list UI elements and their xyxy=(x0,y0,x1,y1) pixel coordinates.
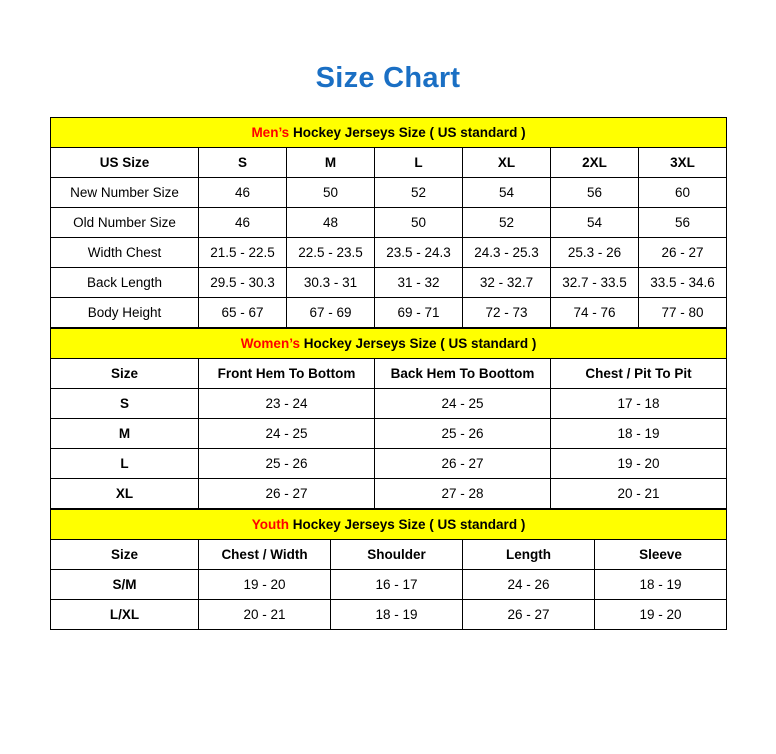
womens-row-1-label: M xyxy=(51,419,199,449)
youth-row-1-cell-0: 20 - 21 xyxy=(199,600,331,630)
mens-row-3-cell-4: 32.7 - 33.5 xyxy=(551,268,639,298)
youth-col-0: Size xyxy=(51,540,199,570)
youth-row-0-cell-3: 18 - 19 xyxy=(595,570,727,600)
youth-row-0-cell-0: 19 - 20 xyxy=(199,570,331,600)
womens-header-accent: Women’s xyxy=(240,336,300,351)
womens-row-0-label: S xyxy=(51,389,199,419)
womens-section-header xyxy=(51,329,727,359)
youth-header-accent: Youth xyxy=(251,517,289,532)
womens-col-0: Size xyxy=(51,359,199,389)
youth-section-header xyxy=(51,510,727,540)
mens-col-0: US Size xyxy=(51,148,199,178)
youth-row-0-cell-2: 24 - 26 xyxy=(463,570,595,600)
womens-row-3-cell-2: 20 - 21 xyxy=(551,479,727,509)
mens-col-4: XL xyxy=(463,148,551,178)
mens-row-2-label: Width Chest xyxy=(51,238,199,268)
mens-row-1-cell-3: 52 xyxy=(463,208,551,238)
table-section-header-row xyxy=(51,118,727,148)
table-row xyxy=(51,268,727,298)
mens-row-1-cell-5: 56 xyxy=(639,208,727,238)
mens-row-2-cell-5: 26 - 27 xyxy=(639,238,727,268)
table-row xyxy=(51,178,727,208)
mens-size-table xyxy=(50,117,727,328)
womens-row-2-cell-1: 26 - 27 xyxy=(375,449,551,479)
table-row xyxy=(51,238,727,268)
table-row xyxy=(51,208,727,238)
mens-row-0-cell-5: 60 xyxy=(639,178,727,208)
mens-row-2-cell-0: 21.5 - 22.5 xyxy=(199,238,287,268)
youth-col-4: Sleeve xyxy=(595,540,727,570)
youth-row-1-label: L/XL xyxy=(51,600,199,630)
table-row xyxy=(51,449,727,479)
youth-col-1: Chest / Width xyxy=(199,540,331,570)
youth-row-0-label: S/M xyxy=(51,570,199,600)
mens-row-2-cell-2: 23.5 - 24.3 xyxy=(375,238,463,268)
womens-col-3: Chest / Pit To Pit xyxy=(551,359,727,389)
youth-size-table xyxy=(50,509,727,630)
womens-row-2-cell-0: 25 - 26 xyxy=(199,449,375,479)
mens-row-3-cell-0: 29.5 - 30.3 xyxy=(199,268,287,298)
mens-row-3-cell-3: 32 - 32.7 xyxy=(463,268,551,298)
mens-row-4-cell-4: 74 - 76 xyxy=(551,298,639,328)
mens-row-1-cell-1: 48 xyxy=(287,208,375,238)
womens-row-0-cell-0: 23 - 24 xyxy=(199,389,375,419)
mens-row-4-label: Body Height xyxy=(51,298,199,328)
mens-header-accent: Men’s xyxy=(251,125,290,140)
womens-row-3-label: XL xyxy=(51,479,199,509)
youth-header-rest: Hockey Jerseys Size ( US standard ) xyxy=(288,517,526,532)
youth-row-1-cell-1: 18 - 19 xyxy=(331,600,463,630)
table-row xyxy=(51,298,727,328)
womens-row-1-cell-1: 25 - 26 xyxy=(375,419,551,449)
size-chart-page xyxy=(0,62,776,754)
womens-col-2: Back Hem To Boottom xyxy=(375,359,551,389)
mens-row-4-cell-1: 67 - 69 xyxy=(287,298,375,328)
womens-size-table xyxy=(50,328,727,509)
youth-col-3: Length xyxy=(463,540,595,570)
table-row xyxy=(51,389,727,419)
size-chart-tables xyxy=(50,117,726,630)
mens-row-0-cell-0: 46 xyxy=(199,178,287,208)
youth-row-1-cell-2: 26 - 27 xyxy=(463,600,595,630)
mens-row-4-cell-0: 65 - 67 xyxy=(199,298,287,328)
mens-row-0-cell-3: 54 xyxy=(463,178,551,208)
mens-row-0-label: New Number Size xyxy=(51,178,199,208)
mens-row-1-cell-4: 54 xyxy=(551,208,639,238)
mens-row-4-cell-3: 72 - 73 xyxy=(463,298,551,328)
page-title: Size Chart xyxy=(315,62,461,94)
mens-row-1-cell-0: 46 xyxy=(199,208,287,238)
womens-row-3-cell-0: 26 - 27 xyxy=(199,479,375,509)
womens-row-2-label: L xyxy=(51,449,199,479)
womens-row-3-cell-1: 27 - 28 xyxy=(375,479,551,509)
womens-row-0-cell-2: 17 - 18 xyxy=(551,389,727,419)
mens-section-header xyxy=(51,118,727,148)
youth-row-0-cell-1: 16 - 17 xyxy=(331,570,463,600)
table-row xyxy=(51,419,727,449)
mens-row-3-label: Back Length xyxy=(51,268,199,298)
mens-row-3-cell-2: 31 - 32 xyxy=(375,268,463,298)
mens-row-3-cell-1: 30.3 - 31 xyxy=(287,268,375,298)
womens-row-1-cell-0: 24 - 25 xyxy=(199,419,375,449)
table-row xyxy=(51,359,727,389)
mens-row-0-cell-1: 50 xyxy=(287,178,375,208)
mens-row-4-cell-5: 77 - 80 xyxy=(639,298,727,328)
mens-col-2: M xyxy=(287,148,375,178)
mens-row-0-cell-4: 56 xyxy=(551,178,639,208)
mens-row-3-cell-5: 33.5 - 34.6 xyxy=(639,268,727,298)
table-row xyxy=(51,479,727,509)
womens-col-1: Front Hem To Bottom xyxy=(199,359,375,389)
womens-row-0-cell-1: 24 - 25 xyxy=(375,389,551,419)
mens-row-2-cell-4: 25.3 - 26 xyxy=(551,238,639,268)
mens-col-6: 3XL xyxy=(639,148,727,178)
womens-header-rest: Hockey Jerseys Size ( US standard ) xyxy=(299,336,537,351)
mens-row-2-cell-3: 24.3 - 25.3 xyxy=(463,238,551,268)
table-row xyxy=(51,540,727,570)
youth-col-2: Shoulder xyxy=(331,540,463,570)
table-section-header-row xyxy=(51,510,727,540)
table-section-header-row xyxy=(51,329,727,359)
table-row xyxy=(51,600,727,630)
mens-col-1: S xyxy=(199,148,287,178)
mens-row-0-cell-2: 52 xyxy=(375,178,463,208)
mens-header-rest: Hockey Jerseys Size ( US standard ) xyxy=(289,125,526,140)
mens-row-1-label: Old Number Size xyxy=(51,208,199,238)
mens-row-4-cell-2: 69 - 71 xyxy=(375,298,463,328)
mens-col-5: 2XL xyxy=(551,148,639,178)
mens-col-3: L xyxy=(375,148,463,178)
youth-row-1-cell-3: 19 - 20 xyxy=(595,600,727,630)
mens-row-2-cell-1: 22.5 - 23.5 xyxy=(287,238,375,268)
mens-row-1-cell-2: 50 xyxy=(375,208,463,238)
table-row xyxy=(51,148,727,178)
table-row xyxy=(51,570,727,600)
womens-row-2-cell-2: 19 - 20 xyxy=(551,449,727,479)
womens-row-1-cell-2: 18 - 19 xyxy=(551,419,727,449)
